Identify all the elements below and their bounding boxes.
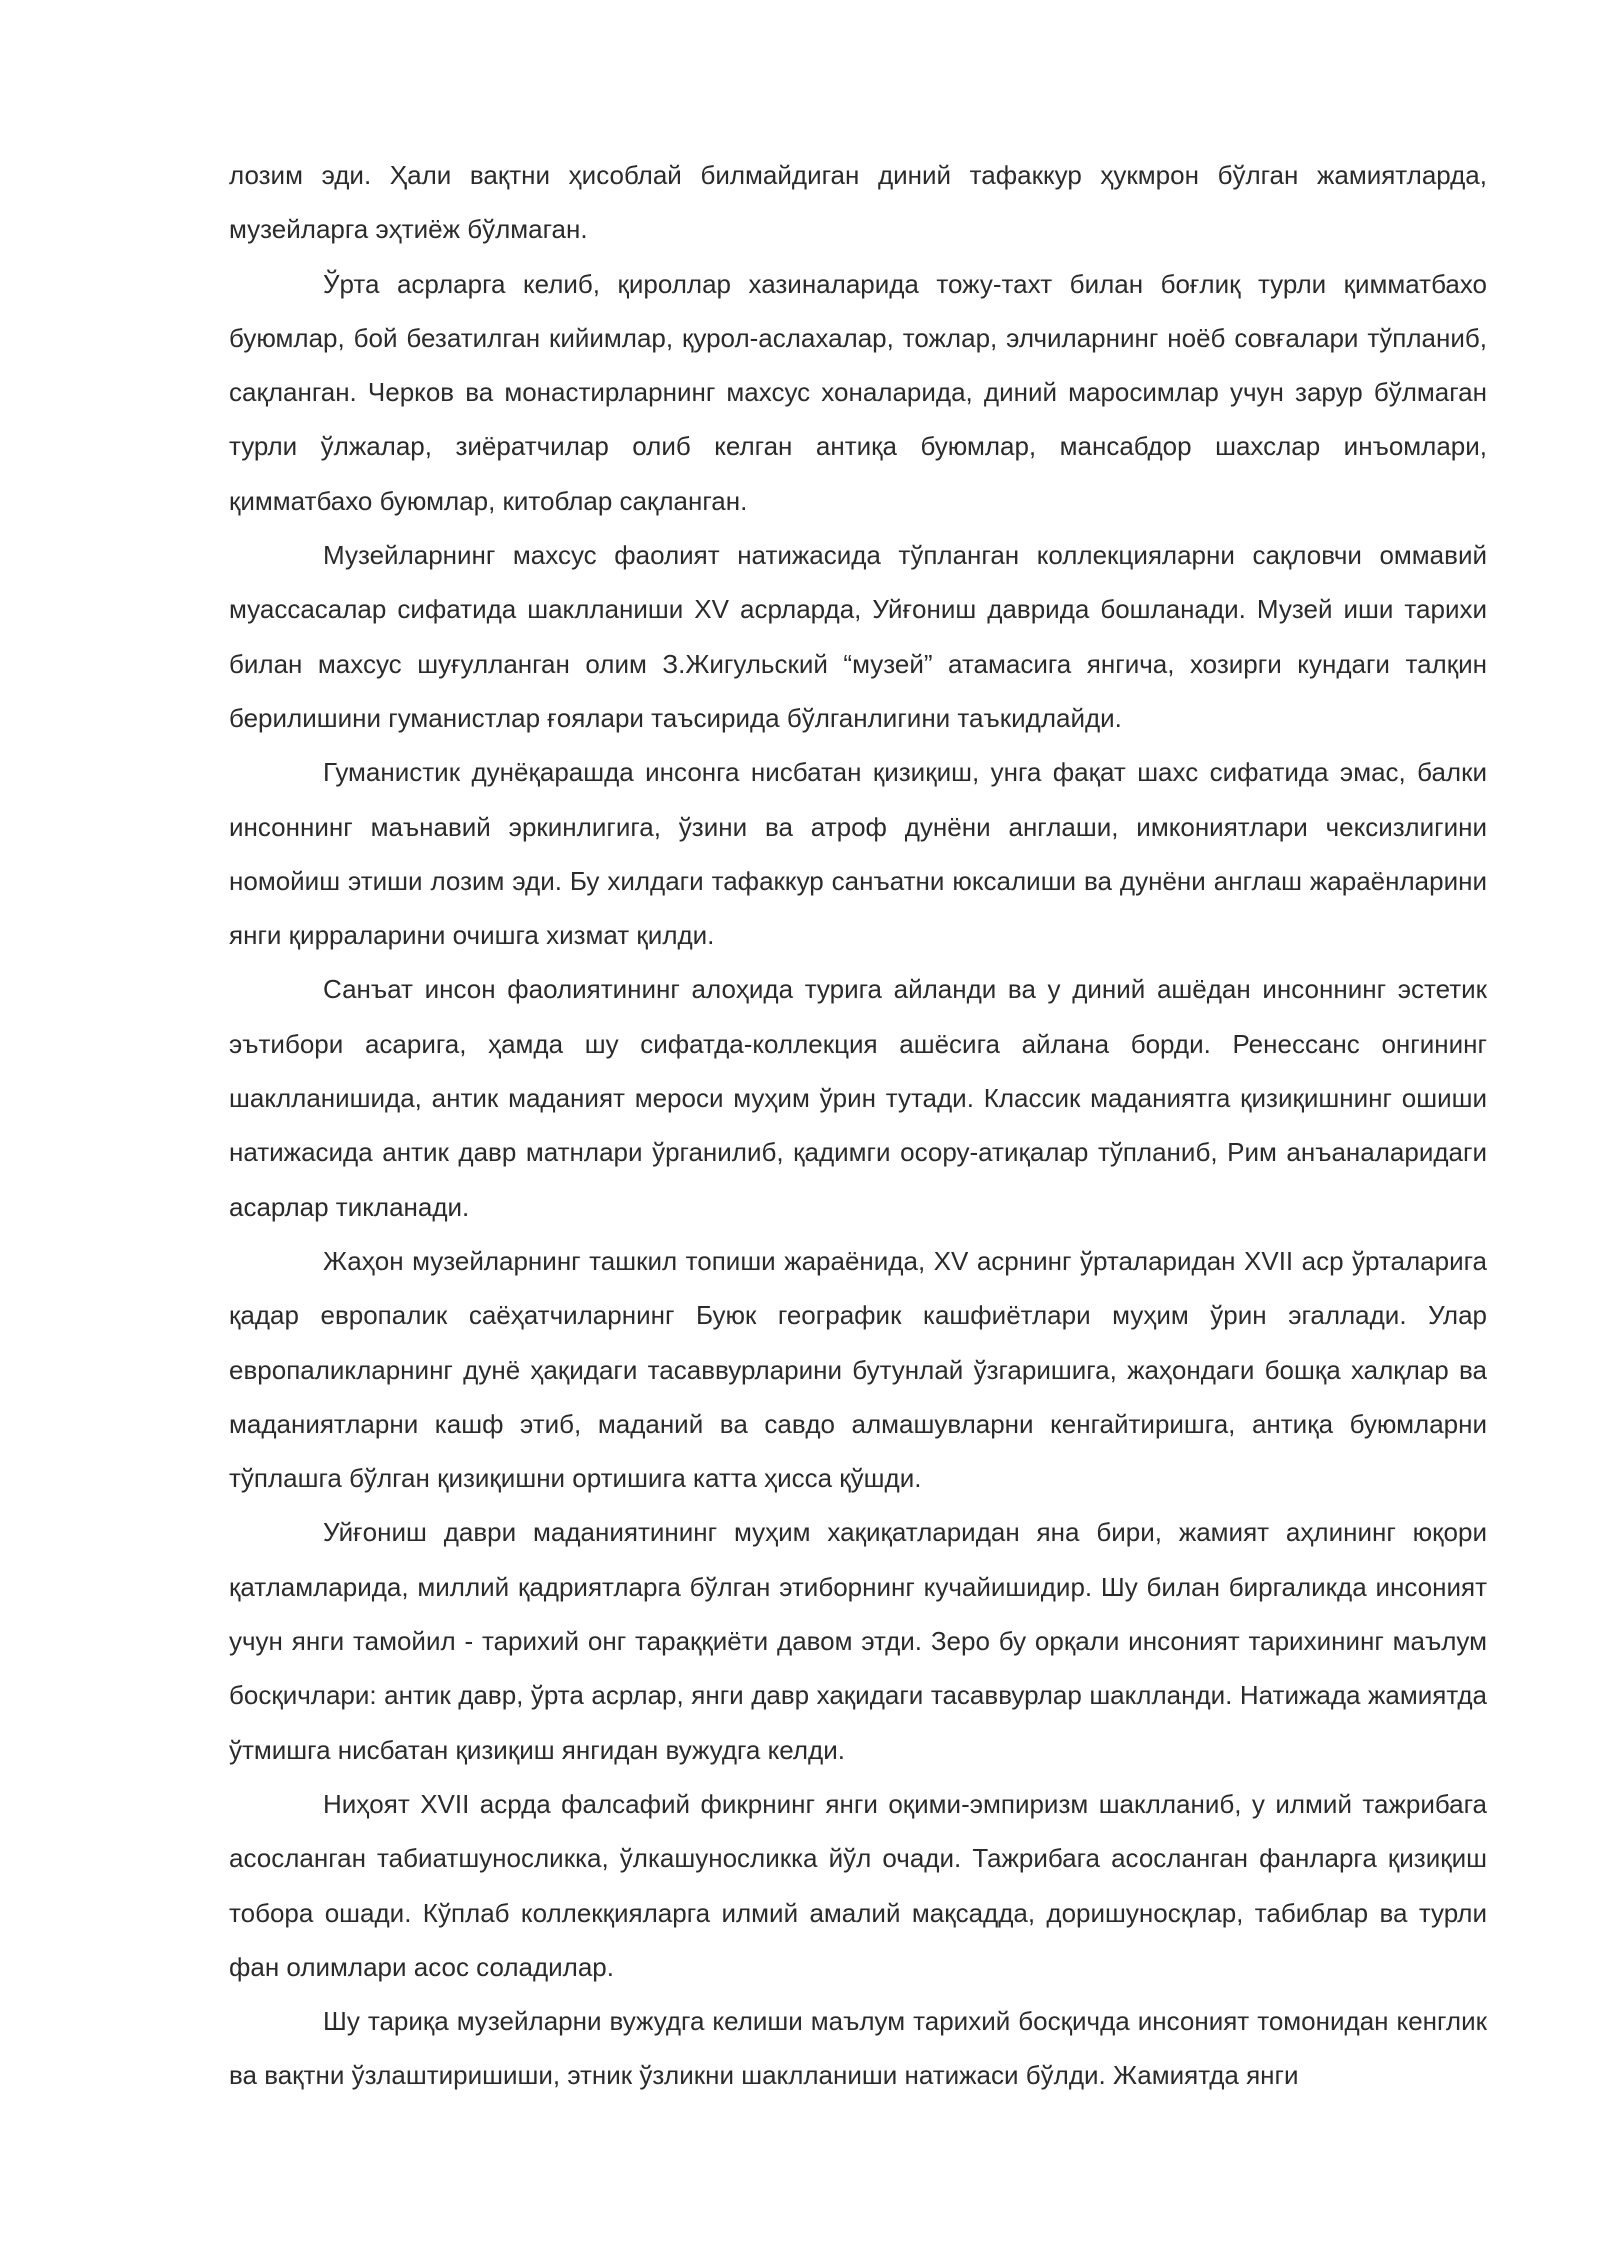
paragraph: Шу тариқа музейларни вужудга келиши маълум тарихий босқичда инсоният томонидан кенглик ва вақтни ўзлаштиришиши, этник ўзликни шаклланиши натижаси бўлди. Жамиятда янги — [229, 2006, 1487, 2091]
paragraph: Ниҳоят XVII асрда фалсафий фикрнинг янги оқими-эмпиризм шаклланиб, у илмий тажрибага асосланган табиатшуносликка, ўлкашуносликка йўл очади. Тажрибага асосланган фанларга қизиқиш тобора ошади. Кўплаб коллекқияларга илмий амалий мақсадда, доришуносқлар, табиблар ва турли фан олимлари асос соладилар. — [229, 1788, 1487, 1982]
paragraph: Музейларнинг махсус фаолият натижасида тўпланган коллекцияларни сақловчи оммавий муассасалар сифатида шаклланиши XV асрларда, Уйғониш даврида бошланади. Музей иши тарихи билан махсус шуғулланган олим З.Жигульский “музей” атамасига янгича, хозирги кундаги талқин берилишини гуманистлар ғоялари таъсирида бўлганлигини таъкидлайди. — [229, 540, 1487, 733]
document-body — [229, 148, 1487, 2103]
paragraph: Санъат инсон фаолиятининг алоҳида турига айланди ва у диний ашёдан инсоннинг эстетик эътибори асарига, ҳамда шу сифатда-коллекция ашёсига айлана борди. Ренессанс онгининг шаклланишида, антик маданият мероси муҳим ўрин тутади. Классик маданиятга қизиқишнинг ошиши натижасида антик давр матнлари ўрганилиб, қадимги осору-атиқалар тўпланиб, Рим анъаналаридаги асарлар тикланади. — [229, 974, 1487, 1222]
paragraph: Ўрта асрларга келиб, қироллар хазиналарида тожу-тахт билан боғлиқ турли қимматбахо буюмлар, бой безатилган кийимлар, қурол-аслахалар, тожлар, элчиларнинг ноёб совғалари тўпланиб, сақланган. Черков ва монастирларнинг махсус хоналарида, диний маросимлар учун зарур бўлмаган турли ўлжалар, зиёратчилар олиб келган антиқа буюмлар, мансабдор шахслар инъомлари, қимматбахо буюмлар, китоблар сақланган. — [229, 268, 1487, 516]
paragraph: Уйғониш даври маданиятининг муҳим хақиқатларидан яна бири, жамият аҳлининг юқори қатламларида, миллий қадриятларга бўлган этиборнинг кучайишидир. Шу билан биргаликда инсоният учун янги тамойил - тарихий онг тараққиёти давом этди. Зеро бу орқали инсоният тарихининг маълум босқичлари: антик давр, ўрта асрлар, янги давр хақидаги тасаввурлар шаклланди. Натижада жамиятда ўтмишга нисбатан қизиқиш янгидан вужудга келди. — [229, 1517, 1487, 1765]
paragraph-continuation: лозим эди. Ҳали вақтни ҳисоблай билмайдиган диний тафаккур ҳукмрон бўлган жамиятларда, музейларга эҳтиёж бўлмаган. — [229, 160, 1487, 245]
paragraph: Гуманистик дунёқарашда инсонга нисбатан қизиқиш, унга фақат шахс сифатида эмас, балки инсоннинг маънавий эркинлигига, ўзини ва атроф дунёни англаши, имкониятлари чексизлигини номойиш этиши лозим эди. Бу хилдаги тафаккур санъатни юксалиши ва дунёни англаш жараёнларини янги қирраларини очишга хизмат қилди. — [229, 757, 1487, 951]
paragraph: Жаҳон музейларнинг ташкил топиши жараёнида, XV асрнинг ўрталаридан XVII аср ўрталарига қадар европалик саёҳатчиларнинг Буюк географик кашфиётлари муҳим ўрин эгаллади. Улар европаликларнинг дунё ҳақидаги тасаввурларини бутунлай ўзгаришига, жаҳондаги бошқа халқлар ва маданиятларни кашф этиб, маданий ва савдо алмашувларни кенгайтиришга, антиқа буюмларни тўплашга бўлган қизиқишни ортишига катта ҳисса қўшди. — [229, 1245, 1487, 1494]
